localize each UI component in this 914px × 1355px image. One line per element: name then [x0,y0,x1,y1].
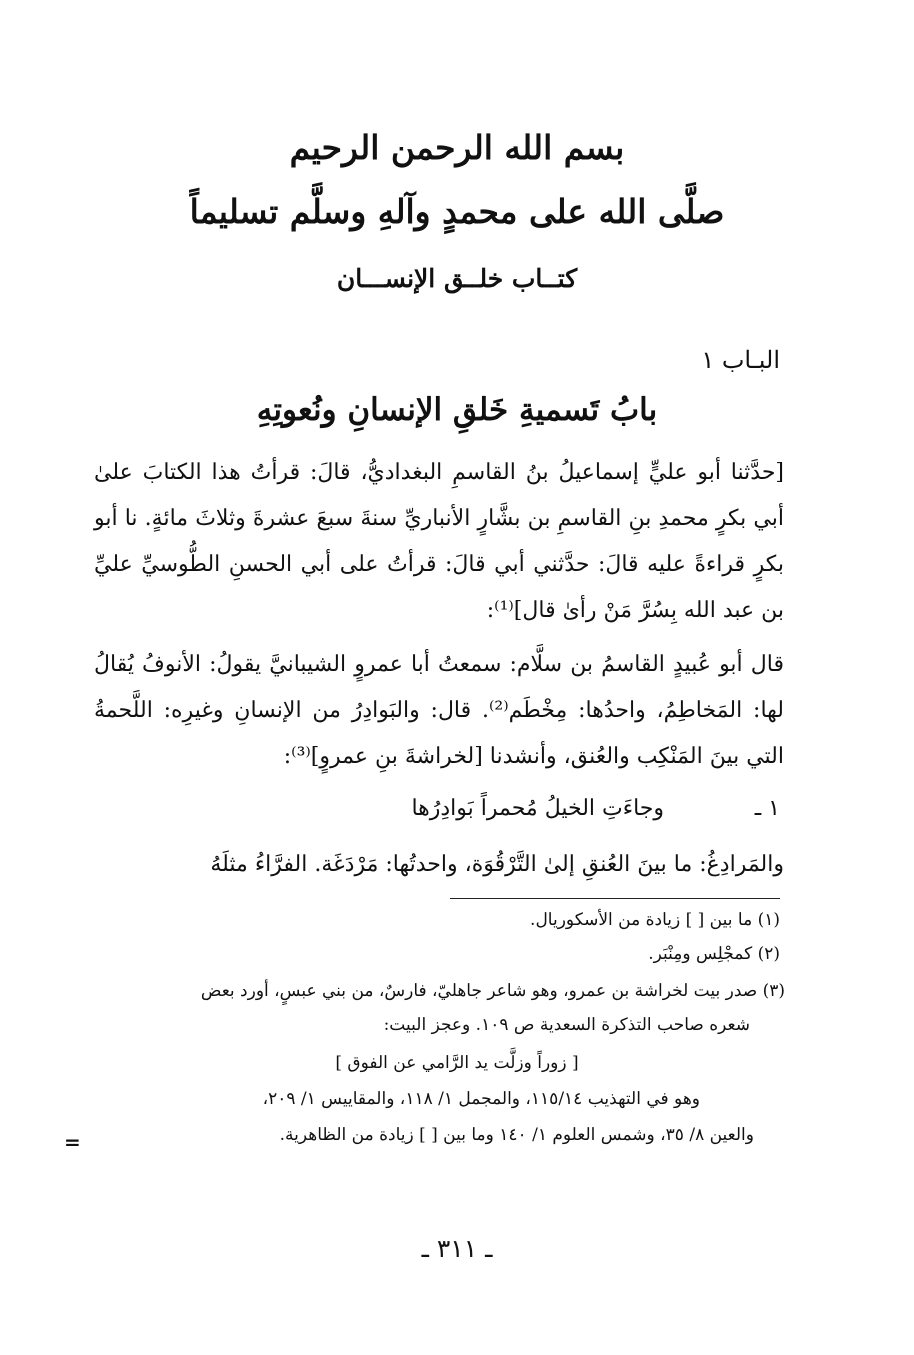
footnote-3-verse: [ زوراً وزلَّت يد الرَّامي عن الفوق ] [335,1053,579,1073]
verse-line: وجاءَتِ الخيلُ مُحمراً بَوادِرُها [411,796,664,821]
footnote-3-references-continued: والعين ٨/ ٣٥، وشمس العلوم ١/ ١٤٠ وما بين [ ] زيادة من الظاهرية. [279,1125,754,1145]
continuation-mark: = [64,1130,81,1154]
footnote-2: (٢) كمجْلِس ومِنْبَر. [648,944,780,964]
body-paragraph-last: والمَرادِغُ: ما بينَ العُنقِ إلىٰ التَّرْقُوَة، واحدتُها: مَرْدَغَة. الفرَّاءُ مثلَهُ [210,852,784,877]
footnote-3-references: وهو في التهذيب ١١٥/١٤، والمجمل ١/ ١١٨، والمقاييس ١/ ٢٠٩، [262,1089,700,1109]
basmala-heading: بسم الله الرحمن الرحيم [289,128,625,167]
footnote-3: (٣) صدر بيت لخراشة بن عمرو، وهو شاعر جاهليّ، فارسٌ، من بني عبسٍ، أورد بعض [200,981,785,1001]
footnote-1: (١) ما بين [ ] زيادة من الأسكوريال. [530,910,780,930]
chapter-label: البـاب ١ [701,346,780,374]
page-number: ـ ٣١١ ـ [421,1234,493,1263]
body-paragraph: قال أبو عُبيدٍ القاسمُ بن سلَّام: سمعتُ أبا عمروٍ الشيبانيَّ يقولُ: الأنوفُ يُقالُ لها: المَخاطِمُ، واحدُها: مِخْطَم⁽²⁾. قال: والبَوادِرُ من الإنسانِ وغيرِه: اللَّحمةُ التي بينَ المَنْكِب والعُنق، وأنشدنا [لخراشةَ بنِ عمروٍ]⁽³⁾: [94,652,784,769]
chapter-title: بابُ تَسميةِ خَلقِ الإنسانِ ونُعوتِهِ [256,392,658,428]
footnote-3-continued: شعره صاحب التذكرة السعدية ص ١٠٩. وعجز البيت: [383,1015,750,1035]
salawat-heading: صلَّى الله على محمدٍ وآلهِ وسلَّم تسليماً [189,192,725,231]
book-title: كتــاب خلــق الإنســـان [336,264,578,293]
footnote-divider [450,898,780,899]
isnad-paragraph: [حدَّثنا أبو عليٍّ إسماعيلُ بنُ القاسمِ البغداديُّ، قالَ: قرأتُ هذا الكتابَ علىٰ أبي بكرٍ محمدِ بنِ القاسمِ بن بشَّارٍ الأنباريِّ سنةَ سبعَ عشرةَ وثلاثَ مائةٍ. نا أبو بكرٍ قراءةً عليه قالَ: حدَّثني أبي قالَ: قرأتُ على أبي الحسنِ الطُّوسيِّ عليِّ بن عبد الله بِسُرَّ مَنْ رأىٰ قال]⁽¹⁾: [94,460,784,623]
verse-number: ١ ـ [754,796,780,821]
